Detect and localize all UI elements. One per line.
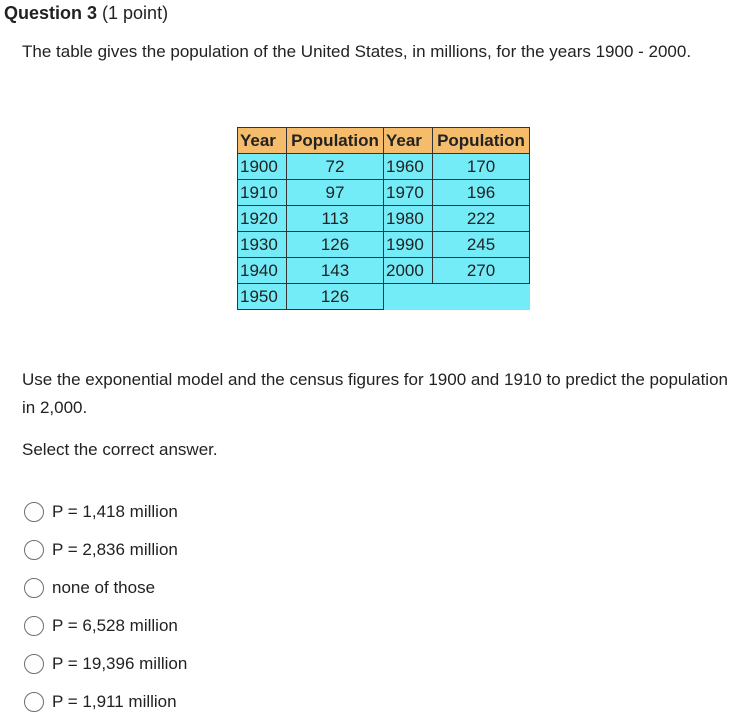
header-year-1: Year xyxy=(238,128,287,154)
radio-button-icon[interactable] xyxy=(24,616,44,636)
answer-option[interactable] xyxy=(24,613,178,639)
answer-option-label: P = 1,418 million xyxy=(52,502,178,521)
table-cell: 1910 xyxy=(238,180,287,206)
radio-button-icon[interactable] xyxy=(24,654,44,674)
answer-option-label: P = 19,396 million xyxy=(52,654,188,673)
table-cell: 1960 xyxy=(384,154,433,180)
table-cell: 2000 xyxy=(384,258,433,284)
table-row xyxy=(238,284,530,310)
radio-button-icon[interactable] xyxy=(24,540,44,560)
header-population-1: Population xyxy=(287,128,384,154)
header-population-2: Population xyxy=(433,128,530,154)
answer-option[interactable] xyxy=(24,651,187,677)
radio-button-icon[interactable] xyxy=(24,692,44,712)
table-row xyxy=(238,154,530,180)
table-cell: 113 xyxy=(287,206,384,232)
table-cell: 1900 xyxy=(238,154,287,180)
question-prompt: The table gives the population of the United States, in millions, for the years 1900 - 2000. xyxy=(22,42,692,61)
question-header xyxy=(4,3,168,24)
table-cell: 1980 xyxy=(384,206,433,232)
table-row xyxy=(238,232,530,258)
table-cell: 270 xyxy=(433,258,530,284)
answer-option[interactable] xyxy=(24,575,155,601)
table-cell: 1920 xyxy=(238,206,287,232)
answer-option-label: none of those xyxy=(52,578,156,597)
table-row xyxy=(238,206,530,232)
table-cell: 143 xyxy=(287,258,384,284)
table-cell: 170 xyxy=(433,154,530,180)
table-header-row xyxy=(238,128,530,154)
question-points: (1 point) xyxy=(102,3,169,23)
answer-option[interactable] xyxy=(24,499,178,525)
table-cell: 196 xyxy=(433,180,530,206)
table-cell: 1950 xyxy=(238,284,287,310)
select-instruction: Select the correct answer. xyxy=(22,440,218,459)
table-cell: 1940 xyxy=(238,258,287,284)
question-instruction: Use the exponential model and the census figures for 1900 and 1910 to predict the population in 2,000. xyxy=(22,370,728,417)
table-cell: 97 xyxy=(287,180,384,206)
answer-option[interactable] xyxy=(24,537,178,563)
answer-option-label: P = 1,911 million xyxy=(52,692,177,711)
table-cell: 72 xyxy=(287,154,384,180)
radio-button-icon[interactable] xyxy=(24,578,44,598)
header-year-2: Year xyxy=(384,128,433,154)
table-cell: 245 xyxy=(433,232,530,258)
table-cell: 126 xyxy=(287,232,384,258)
question-title: Question 3 xyxy=(4,3,98,23)
table-row xyxy=(238,180,530,206)
table-cell: 222 xyxy=(433,206,530,232)
table-cell: 126 xyxy=(287,284,384,310)
answer-option[interactable] xyxy=(24,689,177,715)
answer-option-label: P = 6,528 million xyxy=(52,616,178,635)
table-cell: 1990 xyxy=(384,232,433,258)
table-cell: 1970 xyxy=(384,180,433,206)
answer-option-label: P = 2,836 million xyxy=(52,540,178,559)
table-empty-cell xyxy=(384,284,530,310)
table-cell: 1930 xyxy=(238,232,287,258)
population-table xyxy=(237,127,530,310)
table-row xyxy=(238,258,530,284)
radio-button-icon[interactable] xyxy=(24,502,44,522)
